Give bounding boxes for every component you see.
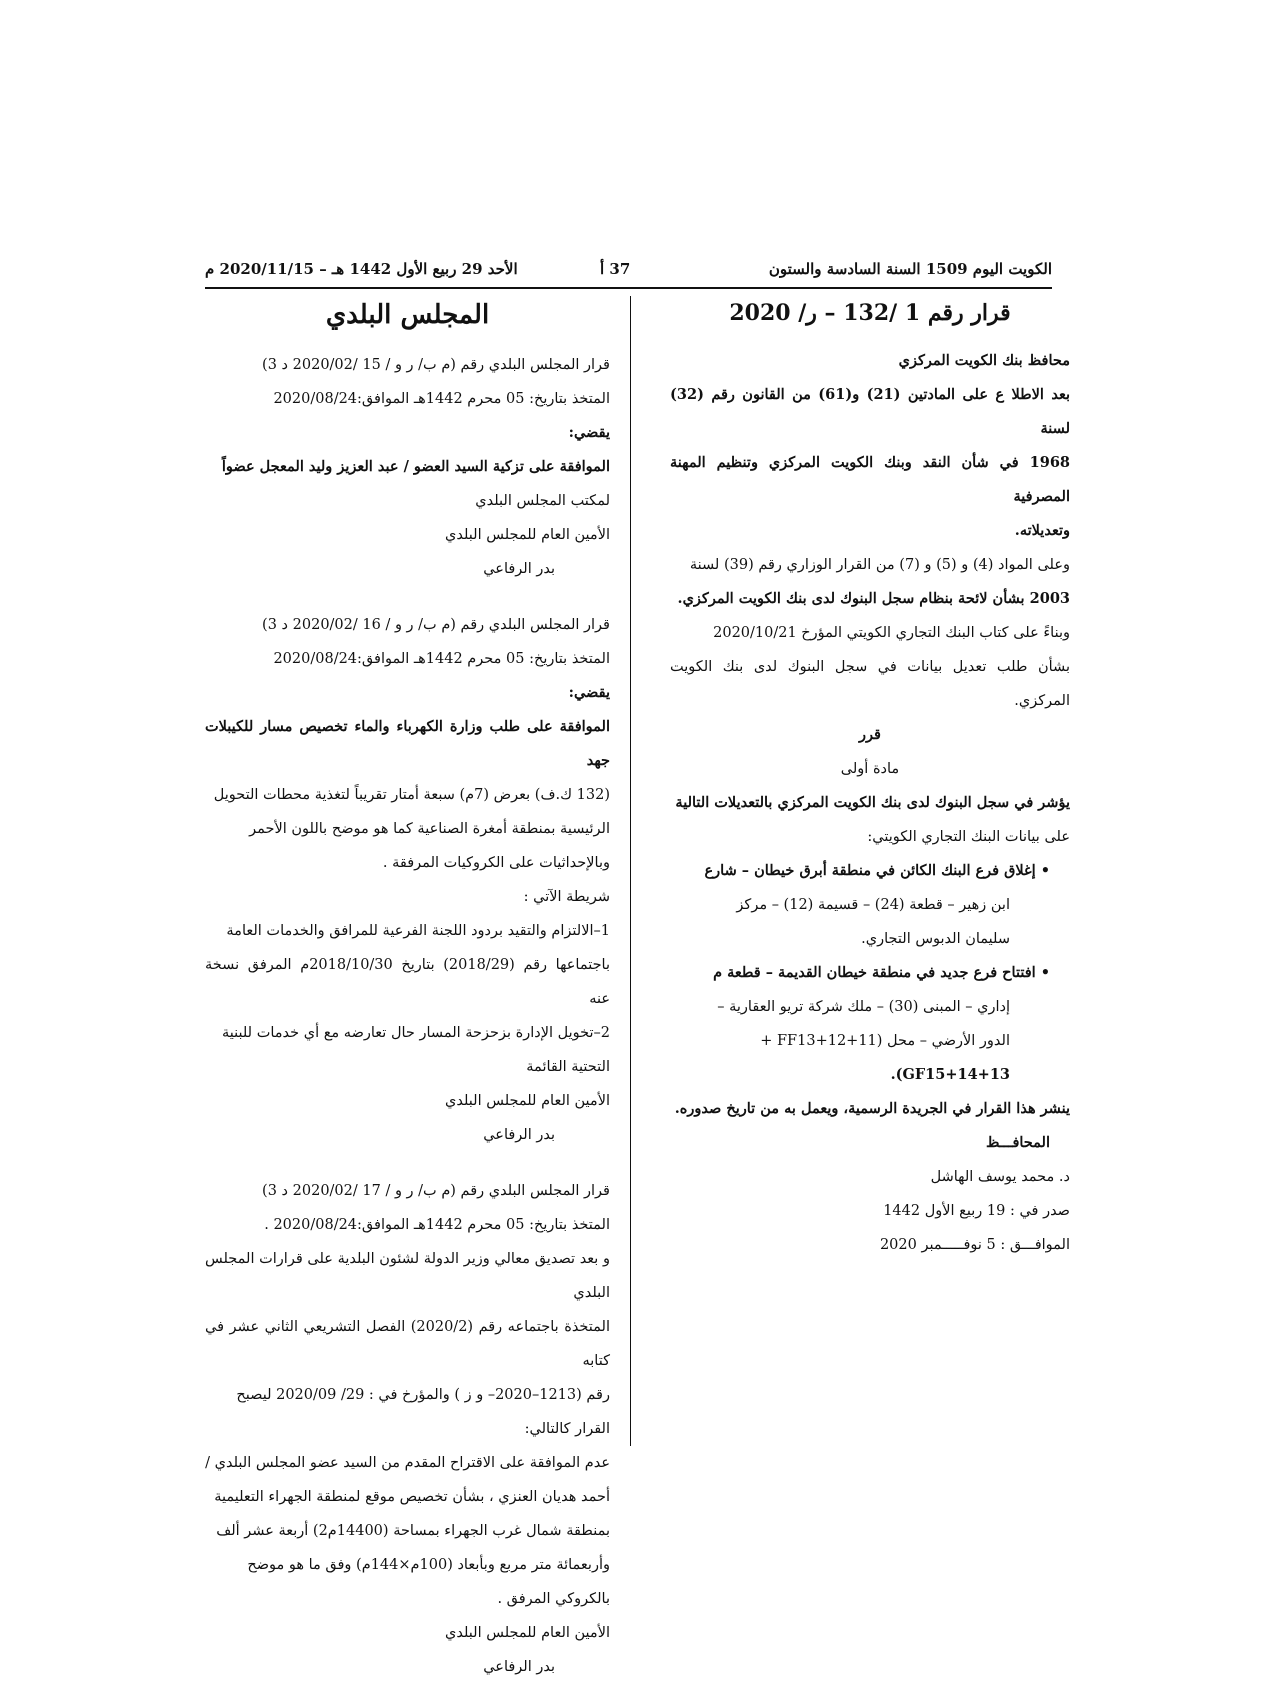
paragraph: بمنطقة شمال غرب الجهراء بمساحة (14400م2) أربعة عشر ألف: [216, 1523, 610, 1539]
paragraph: و بعد تصديق معالي وزير الدولة لشئون البلدية على قرارات المجلس البلدي: [205, 1251, 610, 1301]
paragraph: وأربعمائة متر مربع وبأبعاد (100م×144م) وفق ما هو موضح: [247, 1557, 610, 1573]
decides-label: يقضي:: [568, 684, 610, 701]
bullet-item: GF15+14+13).: [890, 1066, 1010, 1083]
bullet-item: إداري – المبنى (30) – ملك شركة تريو العقارية –: [717, 999, 1010, 1015]
bullet-item: • افتتاح فرع جديد في منطقة خيطان القديمة – قطعة م: [713, 964, 1050, 981]
paragraph: بعد الاطلا ع على المادتين (21) و(61) من القانون رقم (32) لسنة: [670, 386, 1070, 437]
paragraph: 1968 في شأن النقد وبنك الكويت المركزي وتنظيم المهنة المصرفية: [670, 454, 1070, 505]
decision-date: المتخذ بتاريخ: 05 محرم 1442هـ الموافق:2020/08/24 .: [264, 1217, 610, 1233]
governor-title: المحافـــظ: [985, 1134, 1050, 1151]
decides-label: يقضي:: [568, 424, 610, 441]
paragraph: الرئيسية بمنطقة أمغرة الصناعية كما هو موضح باللون الأحمر: [249, 821, 610, 837]
decided-heading: قرر: [859, 726, 881, 743]
paragraph: 2003 بشأن لائحة بنظام سجل البنوك لدى بنك الكويت المركزي.: [677, 590, 1070, 607]
page-header: [205, 260, 1052, 286]
governor-name: د. محمد يوسف الهاشل: [930, 1169, 1070, 1185]
article-heading: مادة أولى: [840, 761, 900, 777]
bullet-item: ابن زهير – قطعة (24) – قسيمة (12) – مركز: [736, 897, 1010, 913]
issuer: محافظ بنك الكويت المركزي: [898, 352, 1070, 369]
condition-item: 2–تخويل الإدارة بزحزحة المسار حال تعارضه مع أي خدمات للبنية: [221, 1025, 610, 1041]
bullet-item: سليمان الدبوس التجاري.: [861, 931, 1010, 947]
paragraph: بشأن طلب تعديل بيانات في سجل البنوك لدى بنك الكويت المركزي.: [670, 659, 1070, 709]
condition-item: 1–الالتزام والتقيد بردود اللجنة الفرعية للمرافق والخدمات العامة: [226, 923, 610, 939]
signature-title: الأمين العام للمجلس البلدي: [445, 1093, 610, 1109]
header-page-number: 37 أ: [600, 260, 631, 278]
header-date: الأحد 29 ربيع الأول 1442 هـ – 2020/11/15 م: [205, 260, 518, 278]
paragraph: (132 ك.ف) بعرض (7م) سبعة أمتار تقريباً لتغذية محطات التحويل: [213, 787, 610, 803]
left-column: [205, 300, 610, 1684]
paragraph: وبالإحداثيات على الكروكيات المرفقة .: [382, 855, 610, 871]
paragraph: المتخذة باجتماعه رقم (2020/2) الفصل التشريعي الثاني عشر في كتابه: [205, 1319, 610, 1369]
signature-name: بدر الرفاعي: [483, 561, 555, 577]
paragraph: القرار كالتالي:: [524, 1421, 610, 1437]
decision-ref: قرار المجلس البلدي رقم (م ب/ ر و / 17 /2020/02 د 3): [262, 1183, 610, 1199]
section-title: المجلس البلدي: [325, 300, 490, 330]
paragraph: بالكروكي المرفق .: [497, 1591, 610, 1607]
decision-ref: قرار المجلس البلدي رقم (م ب/ ر و / 16 /2020/02 د 3): [262, 617, 610, 633]
publish-clause: ينشر هذا القرار في الجريدة الرسمية، ويعمل به من تاريخ صدوره.: [674, 1100, 1070, 1117]
paragraph: رقم (1213–2020– و ز ) والمؤرخ في : 29/ 2020/09 ليصبح: [236, 1387, 610, 1403]
signature-name: بدر الرفاعي: [483, 1659, 555, 1675]
paragraph: لمكتب المجلس البلدي: [475, 493, 610, 509]
condition-item: باجتماعها رقم (2018/29) بتاريخ 2018/10/30م المرفق نسخة عنه: [205, 957, 610, 1007]
decision-ref: قرار المجلس البلدي رقم (م ب/ ر و / 15 /2020/02 د 3): [262, 357, 610, 373]
signature-title: الأمين العام للمجلس البلدي: [445, 1625, 610, 1641]
decision-date: المتخذ بتاريخ: 05 محرم 1442هـ الموافق:2020/08/24: [273, 391, 610, 407]
issue-date: صدر في : 19 ربيع الأول 1442: [883, 1203, 1070, 1219]
signature-name: بدر الرفاعي: [483, 1127, 555, 1143]
paragraph: الموافقة على طلب وزارة الكهرباء والماء تخصيص مسار للكيبلات جهد: [205, 718, 610, 769]
paragraph: عدم الموافقة على الاقتراح المقدم من السيد عضو المجلس البلدي /: [205, 1455, 610, 1471]
paragraph: الموافقة على تزكية السيد العضو / عبد العزيز وليد المعجل عضواً: [221, 458, 610, 475]
right-column: [670, 300, 1070, 1262]
signature-title: الأمين العام للمجلس البلدي: [445, 527, 610, 543]
paragraph: على بيانات البنك التجاري الكويتي:: [867, 829, 1070, 845]
header-issue: الكويت اليوم 1509 السنة السادسة والستون: [768, 260, 1052, 278]
condition-label: شريطة الآتي :: [523, 889, 610, 905]
paragraph: يؤشر في سجل البنوك لدى بنك الكويت المركزي بالتعديلات التالية: [675, 794, 1070, 811]
bullet-item: الدور الأرضي – محل (FF13+12+11 +: [760, 1033, 1010, 1049]
condition-item: التحتية القائمة: [526, 1059, 610, 1075]
bullet-item: • إغلاق فرع البنك الكائن في منطقة أبرق خيطان – شارع: [704, 862, 1050, 879]
paragraph: أحمد هديان العنزي ، بشأن تخصيص موقع لمنطقة الجهراء التعليمية: [214, 1489, 610, 1505]
paragraph: وعلى المواد (4) و (5) و (7) من القرار الوزاري رقم (39) لسنة: [689, 557, 1070, 573]
paragraph: وبناءً على كتاب البنك التجاري الكويتي المؤرخ 2020/10/21: [713, 625, 1070, 641]
header-rule: [205, 287, 1052, 289]
decision-date: المتخذ بتاريخ: 05 محرم 1442هـ الموافق:2020/08/24: [273, 651, 610, 667]
column-separator: [630, 296, 631, 1446]
decision-title: قرار رقم 1 /132 – ر/ 2020: [729, 300, 1011, 326]
paragraph: وتعديلاته.: [1014, 522, 1070, 539]
corresponding-date: الموافـــق : 5 نوفـــــمبر 2020: [879, 1237, 1070, 1253]
